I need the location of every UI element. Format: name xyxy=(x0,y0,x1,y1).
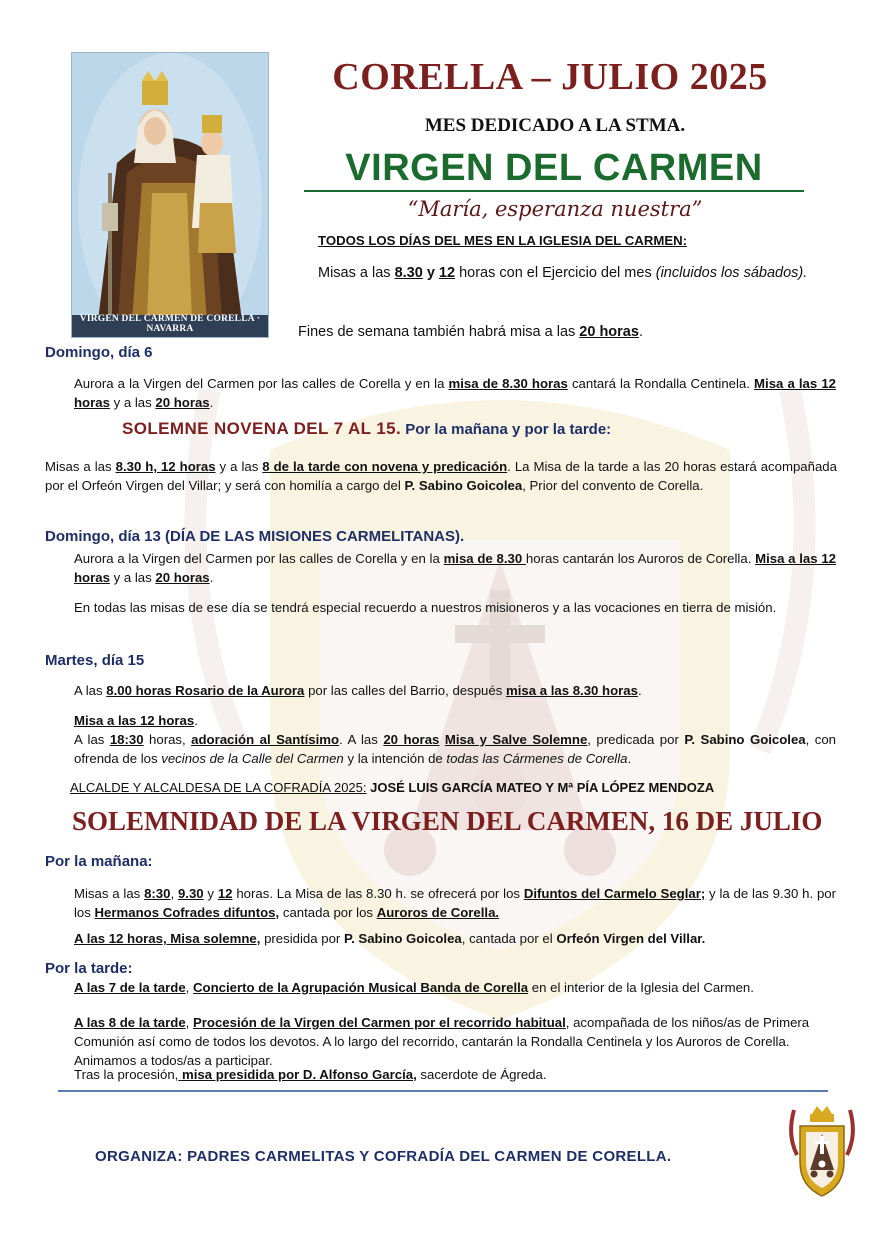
text: Misas a las xyxy=(318,265,395,281)
section-heading-martes-15: Martes, día 15 xyxy=(45,652,145,669)
highlight: Difuntos del Carmelo Seglar; xyxy=(523,886,706,901)
manana-solemn-mass xyxy=(74,929,836,948)
weekend-note xyxy=(298,322,838,342)
highlight: Misa y Salve Solemne xyxy=(444,732,588,747)
virgin-image xyxy=(72,53,268,337)
section-heading-domingo-6: Domingo, día 6 xyxy=(45,344,153,361)
hour-830: 8.30 xyxy=(394,265,423,281)
text: Aurora a la Virgen del Carmen por las calles de Corella y en la xyxy=(74,376,449,391)
text: por las calles del Barrio, después xyxy=(304,683,506,698)
solemnidad-heading: SOLEMNIDAD DE LA VIRGEN DEL CARMEN, 16 DE JULIO xyxy=(72,806,823,836)
highlight: 8:30 xyxy=(144,886,171,901)
highlight: A las 7 de la tarde xyxy=(74,980,186,995)
text: . xyxy=(194,713,198,728)
highlight: Hermanos Cofrades difuntos, xyxy=(94,905,280,920)
preacher: P. Sabino Goicolea xyxy=(404,478,523,493)
domingo-13-text xyxy=(74,549,836,587)
martes-15-rosary xyxy=(74,681,836,700)
text: , cantada por el xyxy=(461,931,557,946)
text: . La Misa de la tarde a las 20 horas estará acompañada por el Orfeón Virgen del Villar; y será con homilía a cargo del xyxy=(45,459,837,493)
carmelite-seal-icon xyxy=(782,1100,862,1200)
choir: Orfeón Virgen del Villar. xyxy=(556,931,706,946)
highlight: A las 8 de la tarde xyxy=(74,1015,186,1030)
highlight: misa a las 8.30 horas xyxy=(506,683,638,698)
text: , xyxy=(185,980,193,995)
text: , Prior del convento de Corella. xyxy=(522,478,704,493)
text: horas con el Ejercicio del mes xyxy=(455,265,656,281)
text: en el interior de la Iglesia del Carmen. xyxy=(528,980,754,995)
text: . xyxy=(627,751,632,766)
text: horas cantarán los Auroros de Corella. xyxy=(525,551,756,566)
highlight: Misa a las 12 horas xyxy=(74,713,195,728)
text: y xyxy=(203,886,218,901)
daily-masses xyxy=(318,263,843,283)
text: y a las xyxy=(109,395,156,410)
text: cantará la Rondalla Centinela. xyxy=(567,376,755,391)
note: (incluidos los sábados). xyxy=(655,265,808,281)
highlight: 8.30 h, 12 horas xyxy=(115,459,216,474)
highlight: Misa a las 12 horas xyxy=(74,551,836,585)
text: A las xyxy=(74,732,110,747)
virgen-title: VIRGEN DEL CARMEN xyxy=(304,146,804,192)
text: presidida por xyxy=(260,931,344,946)
domingo-13-missions: En todas las misas de ese día se tendrá especial recuerdo a nuestros misioneros y a las vocaciones en tierra de misión. xyxy=(74,600,777,615)
tarde-procession xyxy=(74,1013,836,1070)
highlight: 20 horas xyxy=(155,395,210,410)
highlight: 8 de la tarde con novena y predicación xyxy=(262,459,508,474)
text: sacerdote de Ágreda. xyxy=(416,1067,547,1082)
highlight: 9.30 xyxy=(177,886,204,901)
highlight: 20 horas xyxy=(383,732,440,747)
text: Tras la procesión, xyxy=(74,1067,179,1082)
text: . A las xyxy=(339,732,384,747)
novena-title: SOLEMNE NOVENA DEL 7 AL 15. xyxy=(122,419,402,438)
section-heading-tarde: Por la tarde: xyxy=(45,960,133,977)
section-heading-manana: Por la mañana: xyxy=(45,853,153,870)
page-title: CORELLA – JULIO 2025 xyxy=(332,56,768,98)
text: y xyxy=(422,265,439,281)
motto: “María, esperanza nuestra” xyxy=(407,197,703,221)
highlight: 12 xyxy=(217,886,233,901)
highlight: Misa a las 12 horas xyxy=(74,376,836,410)
text: y a las xyxy=(215,459,263,474)
text: , xyxy=(170,886,178,901)
daily-heading xyxy=(318,231,838,250)
highlight: adoración al Santísimo xyxy=(191,732,340,747)
virgin-portrait xyxy=(71,52,269,338)
highlight: 20 horas xyxy=(155,570,210,585)
hour-12: 12 xyxy=(438,265,456,281)
daily-heading-text: TODOS LOS DÍAS DEL MES EN LA IGLESIA DEL CARMEN: xyxy=(318,233,688,248)
text: , predicada por xyxy=(587,732,685,747)
preacher: P. Sabino Goicolea xyxy=(684,732,806,747)
text: horas. La Misa de las 8.30 h. se ofrecerá por los xyxy=(232,886,524,901)
martes-15-evening xyxy=(74,730,836,768)
text: . xyxy=(209,395,214,410)
text: horas, xyxy=(143,732,192,747)
text: cantada por los xyxy=(279,905,377,920)
alcaldes-label: ALCALDE Y ALCALDESA DE LA COFRADÍA 2025: xyxy=(70,780,367,795)
text: y la intención de xyxy=(343,751,447,766)
highlight: Concierto de la Agrupación Musical Banda de Corella xyxy=(192,980,529,995)
highlight: Auroros de Corella. xyxy=(376,905,500,920)
text: y la de las 9.30 h. por los xyxy=(74,886,837,920)
novena-heading xyxy=(122,419,822,439)
domingo-6-text xyxy=(74,374,836,412)
highlight: A las 12 horas, Misa solemne, xyxy=(74,931,261,946)
section-heading-domingo-13: Domingo, día 13 (DÍA DE LAS MISIONES CARMELITANAS). xyxy=(45,528,465,545)
manana-masses xyxy=(74,884,836,922)
text: , con ofrenda de los xyxy=(74,732,837,766)
text: . xyxy=(638,324,643,340)
footer-organizers: ORGANIZA: PADRES CARMELITAS Y COFRADÍA DEL CARMEN DE CORELLA. xyxy=(95,1148,672,1165)
text: . xyxy=(209,570,214,585)
text: A las xyxy=(74,683,107,698)
highlight: 18:30 xyxy=(109,732,144,747)
text: Misas a las xyxy=(45,459,116,474)
novena-subtitle: Por la mañana y por la tarde: xyxy=(401,421,612,438)
portrait-caption: VIRGEN DEL CARMEN DE CORELLA · NAVARRA xyxy=(79,314,261,334)
text: y a las xyxy=(109,570,156,585)
divider-line xyxy=(58,1090,828,1092)
highlight: misa de 8.30 horas xyxy=(448,376,568,391)
alcaldes-line xyxy=(70,780,840,795)
emphasis: vecinos de la Calle del Carmen xyxy=(161,751,344,766)
highlight: Procesión de la Virgen del Carmen por el recorrido habitual xyxy=(192,1015,566,1030)
tarde-concert xyxy=(74,978,836,997)
alcaldes-names: JOSÉ LUIS GARCÍA MATEO Y Mª PÍA LÓPEZ MENDOZA xyxy=(366,780,715,795)
tarde-final-mass xyxy=(74,1065,836,1084)
text: Misas a las xyxy=(74,886,145,901)
preacher: P. Sabino Goicolea xyxy=(344,931,462,946)
text: , xyxy=(185,1015,193,1030)
highlight: 8.00 horas Rosario de la Aurora xyxy=(106,683,305,698)
martes-15-mass-12 xyxy=(74,711,836,730)
text: . xyxy=(637,683,642,698)
emphasis: todas las Cármenes de Corella xyxy=(446,751,628,766)
text: , acompañada de los niños/as de Primera Comunión así como de todos los devotos. A lo largo del recorrido, cantarán la Rondalla Centinela y los Auroros de Corella. Animamos a todos/as a participar. xyxy=(74,1015,810,1068)
text: Aurora a la Virgen del Carmen por las calles de Corella y en la xyxy=(74,551,444,566)
text: Fines de semana también habrá misa a las xyxy=(298,324,580,340)
highlight: misa de 8.30 xyxy=(443,551,526,566)
page-subtitle: MES DEDICADO A LA STMA. xyxy=(424,115,686,136)
hour-20: 20 horas xyxy=(579,324,639,340)
novena-text xyxy=(45,457,837,495)
highlight: misa presidida por D. Alfonso García, xyxy=(178,1067,417,1082)
